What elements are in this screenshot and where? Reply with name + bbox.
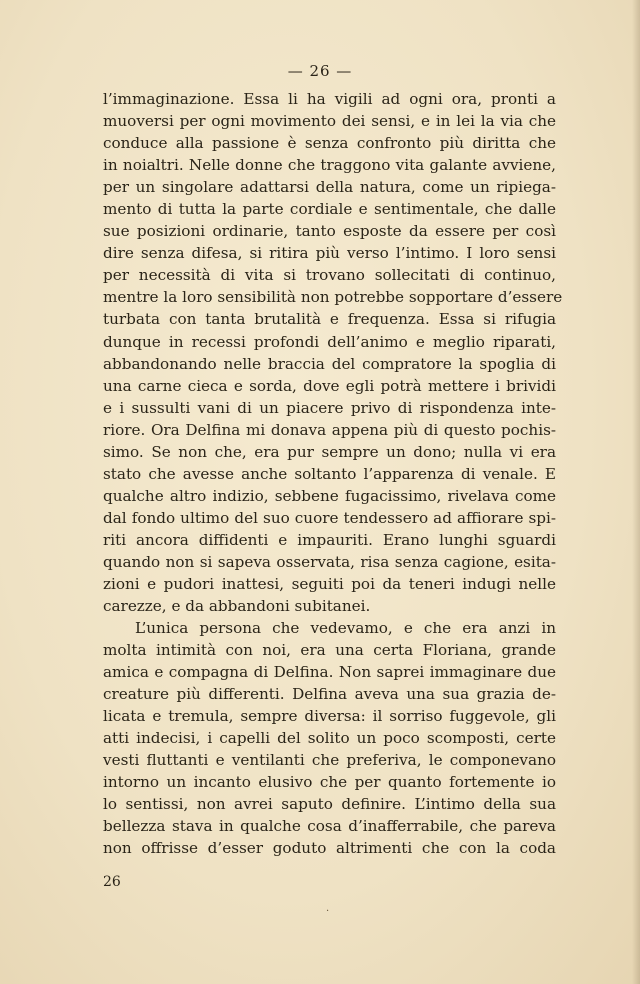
text-line: una carne cieca e sorda, dove egli potrà mettere i brividi [103,376,556,395]
text-line: l’immaginazione. Essa li ha vigili ad ogni ora, pronti a [103,90,556,108]
text-line: stato che avesse anche soltanto l’apparenza di venale. E [103,464,556,483]
text-line: intorno un incanto elusivo che per quanto fortemente io [103,773,556,792]
text-line: bellezza stava in qualche cosa d’inafferrabile, che pareva [103,817,556,836]
text-line: quando non si sapeva osservata, risa senza cagione, esita- [103,552,556,571]
text-line: conduce alla passione è senza confronto più diritta che [103,134,556,153]
text-line: in noialtri. Nelle donne che traggono vita galante avviene, [103,156,556,175]
text-line: turbata con tanta brutalità e frequenza. Essa si rifugia [103,310,556,329]
text-line: abbandonando nelle braccia del compratore la spoglia di [103,354,556,373]
text-line: mento di tutta la parte cordiale e sentimentale, che dalle [103,200,556,219]
text-line: riti ancora diffidenti e impauriti. Erano lunghi sguardi [103,530,556,549]
text-line: riore. Ora Delfina mi donava appena più di questo pochis- [103,420,556,439]
text-line: vesti fluttanti e ventilanti che preferiva, le componevano [103,751,556,770]
text-line: amica e compagna di Delfina. Non saprei immaginare due [103,663,556,682]
text-line: zioni e pudori inattesi, seguiti poi da teneri indugi nelle [103,575,556,594]
text-line: atti indecisi, i capelli del solito un poco scomposti, certe [103,729,556,748]
text-line: e i sussulti vani di un piacere privo di rispondenza inte- [103,398,556,417]
text-line: non offrisse d’esser goduto altrimenti che con la coda [103,839,556,858]
text-line: dunque in recessi profondi dell’animo e meglio riparati, [103,332,556,351]
page-edge-shadow [632,0,640,984]
text-line: licata e tremula, sempre diversa: il sorriso fuggevole, gli [103,707,556,726]
text-line: simo. Se non che, era pur sempre un dono; nulla vi era [103,442,556,461]
paragraph-1 [103,88,563,617]
text-line: dire senza difesa, si ritira più verso l’intimo. I loro sensi [103,244,556,263]
text-line: per necessità di vita si trovano sollecitati di continuo, [103,266,556,285]
text-line: creature più differenti. Delfina aveva una sua grazia de- [103,685,556,704]
text-line: L’unica persona che vedevamo, e che era anzi in [135,619,556,637]
text-line: per un singolare adattarsi della natura, come un ripiega- [103,178,556,197]
text-line: muoversi per ogni movimento dei sensi, e in lei la via che [103,112,556,131]
text-line: sue posizioni ordinarie, tanto esposte da essere per così [103,222,556,241]
text-line: mentre la loro sensibilità non potrebbe sopportare d’essere [103,288,563,307]
paragraph-2 [103,617,556,860]
text-line: qualche altro indizio, sebbene fugacissimo, rivelava come [103,486,556,505]
text-line: lo sentissi, non avrei saputo definire. L’intimo della sua [103,795,556,814]
text-line: carezze, e da abbandoni subitanei. [103,597,371,616]
text-line: molta intimità con noi, era una certa Floriana, grande [103,641,556,660]
text-line: dal fondo ultimo del suo cuore tendessero ad affiorare spi- [103,508,556,527]
signature-mark: 26 [103,874,121,890]
page-number-header: — 26 — [287,62,353,80]
paper-speck: · [326,906,330,917]
